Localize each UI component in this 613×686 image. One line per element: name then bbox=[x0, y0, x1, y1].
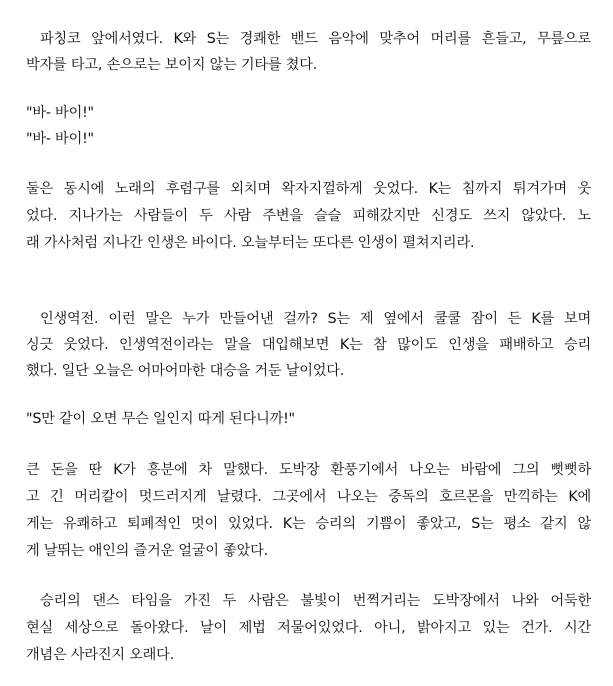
dialogue-line-2: "바- 바이!" bbox=[26, 131, 94, 147]
paragraph-7-line-1: 큰 돈을 딴 K가 흥분에 차 말했다. 도박장 환풍기에서 나오는 바람에 그의 뻣뻣하 bbox=[26, 462, 591, 478]
dialogue-line-1: "바- 바이!" bbox=[26, 105, 94, 121]
paragraph-4-line-1: 둘은 동시에 노래의 후렴구를 외치며 왁자지껄하게 웃었다. K는 침까지 튀겨가며 웃 bbox=[26, 181, 591, 197]
paragraph-1-line-2: 박자를 타고, 손으로는 보이지 않는 기타를 쳤다. bbox=[26, 57, 318, 73]
paragraph-5-line-3: 했다. 일단 오늘은 어마어마한 대승을 거둔 날이었다. bbox=[26, 363, 345, 379]
paragraph-5-line-1: 인생역전. 이런 말은 누가 만들어낸 걸까? S는 제 옆에서 쿨쿨 잠이 든 K를 보며 bbox=[40, 311, 591, 327]
paragraph-5-line-2: 싱긋 웃었다. 인생역전이라는 말을 대입해보면 K는 참 많이도 인생을 패배하고 승리 bbox=[26, 337, 591, 353]
paragraph-8-line-2: 현실 세상으로 돌아왔다. 날이 제법 저물어있었다. 아니, 밝아지고 있는 건가. 시간 bbox=[26, 620, 591, 636]
paragraph-7-line-3: 게는 유쾌하고 퇴폐적인 멋이 있었다. K는 승리의 기쁨이 좋았고, S는 평소 같지 않 bbox=[26, 516, 591, 532]
paragraph-7-line-4: 게 날뛰는 애인의 즐거운 얼굴이 좋았다. bbox=[26, 543, 268, 559]
paragraph-4-line-3: 래 가사처럼 지나간 인생은 바이다. 오늘부터는 또다른 인생이 펼쳐지리라. bbox=[26, 235, 475, 251]
paragraph-4-line-2: 었다. 지나가는 사람들이 두 사람 주변을 슬슬 피해갔지만 신경도 쓰지 않았다. 노 bbox=[26, 208, 591, 224]
paragraph-7-line-2: 고 긴 머리칼이 멋드러지게 날렸다. 그곳에서 나오는 중독의 호르몬을 만끽하는 K에 bbox=[26, 489, 591, 505]
paragraph-8-line-3: 개념은 사라진지 오래다. bbox=[26, 647, 174, 663]
paragraph-8-line-1: 승리의 댄스 타임을 가진 두 사람은 불빛이 번쩍거리는 도박장에서 나와 어둑한 bbox=[40, 593, 591, 609]
dialogue-line-3: "S만 같이 오면 무슨 일인지 따게 된다니까!" bbox=[26, 411, 295, 427]
paragraph-1-line-1: 파칭코 앞에서였다. K와 S는 경쾌한 밴드 음악에 맞추어 머리를 흔들고, 무릎으로 bbox=[40, 31, 591, 47]
